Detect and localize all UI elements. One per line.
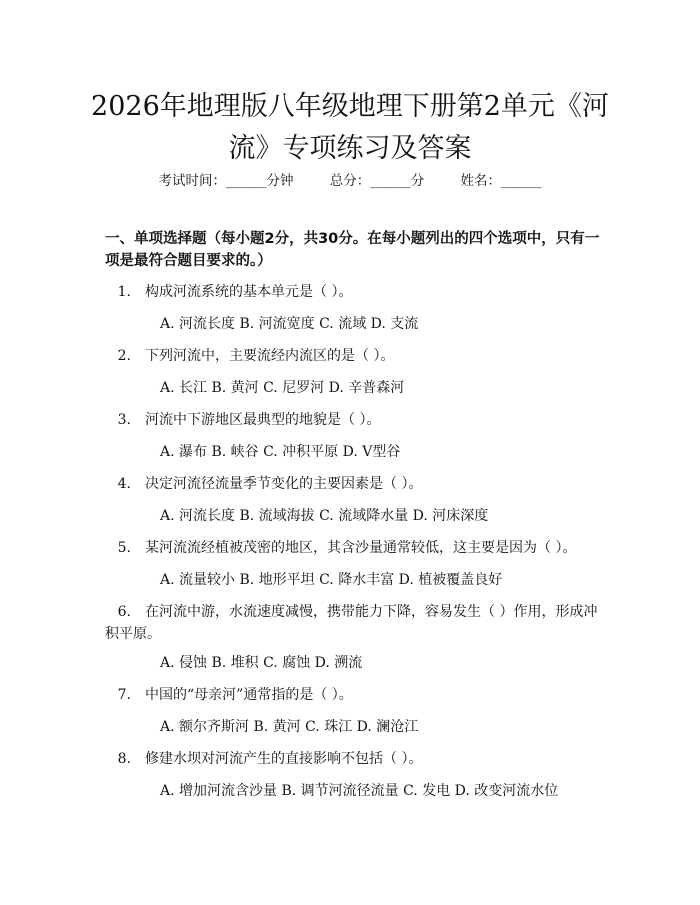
name-label: 姓名：______ (460, 173, 542, 189)
title-line-1: 2026年地理版八年级地理下册第2单元《河 (91, 91, 609, 122)
question-8-options: A. 增加河流含沙量 B. 调节河流径流量 C. 发电 D. 改变河流水位 (160, 783, 559, 799)
question-text: 决定河流径流量季节变化的主要因素是（ ）。 (145, 476, 423, 492)
exam-time-label: 考试时间：______分钟 (158, 173, 294, 189)
question-1 (105, 281, 600, 303)
question-5 (105, 537, 600, 559)
question-text: 在河流中游，水流速度减慢，携带能力下降，容易发生（ ）作用，形成冲积平原。 (105, 604, 598, 642)
question-2 (105, 345, 600, 367)
question-2-options: A. 长江 B. 黄河 C. 尼罗河 D. 辛普森河 (160, 380, 405, 396)
question-text: 构成河流系统的基本单元是（ ）。 (145, 284, 353, 300)
question-8 (105, 748, 600, 770)
question-text: 河流中下游地区最典型的地貌是（ ）。 (145, 412, 381, 428)
total-score-label: 总分：______分 (329, 173, 425, 189)
question-5-options: A. 流量较小 B. 地形平坦 C. 降水丰富 D. 植被覆盖良好 (160, 572, 503, 588)
question-7 (105, 684, 600, 706)
question-6 (105, 601, 600, 645)
question-text: 某河流流经植被茂密的地区，其含沙量通常较低，这主要是因为（ ）。 (145, 540, 577, 556)
section-heading: 一、单项选择题（每小题2分，共30分。在每小题列出的四个选项中，只有一项是最符合题目要求的。） (105, 231, 600, 269)
question-1-options: A. 河流长度 B. 河流宽度 C. 流域 D. 支流 (160, 316, 419, 332)
question-text: 中国的“母亲河”通常指的是（ ）。 (145, 687, 353, 703)
exam-meta (0, 169, 700, 189)
question-6-options: A. 侵蚀 B. 堆积 C. 腐蚀 D. 溯流 (160, 655, 363, 671)
question-4 (105, 473, 600, 495)
question-number: 3. (117, 412, 131, 428)
question-number: 8. (117, 751, 131, 767)
question-3-options: A. 瀑布 B. 峡谷 C. 冲积平原 D. V型谷 (160, 444, 401, 460)
question-3 (105, 409, 600, 431)
question-number: 4. (117, 476, 131, 492)
question-number: 5. (117, 540, 131, 556)
document-title (80, 86, 620, 170)
question-7-options: A. 额尔齐斯河 B. 黄河 C. 珠江 D. 澜沧江 (160, 719, 419, 735)
question-text: 下列河流中，主要流经内流区的是（ ）。 (145, 348, 395, 364)
title-line-2: 流》专项练习及答案 (228, 133, 472, 164)
question-number: 2. (117, 348, 131, 364)
question-number: 6. (117, 604, 131, 620)
question-number: 1. (117, 284, 131, 300)
question-text: 修建水坝对河流产生的直接影响不包括（ ）。 (145, 751, 423, 767)
question-4-options: A. 河流长度 B. 流域海拔 C. 流域降水量 D. 河床深度 (160, 508, 489, 524)
question-number: 7. (117, 687, 131, 703)
